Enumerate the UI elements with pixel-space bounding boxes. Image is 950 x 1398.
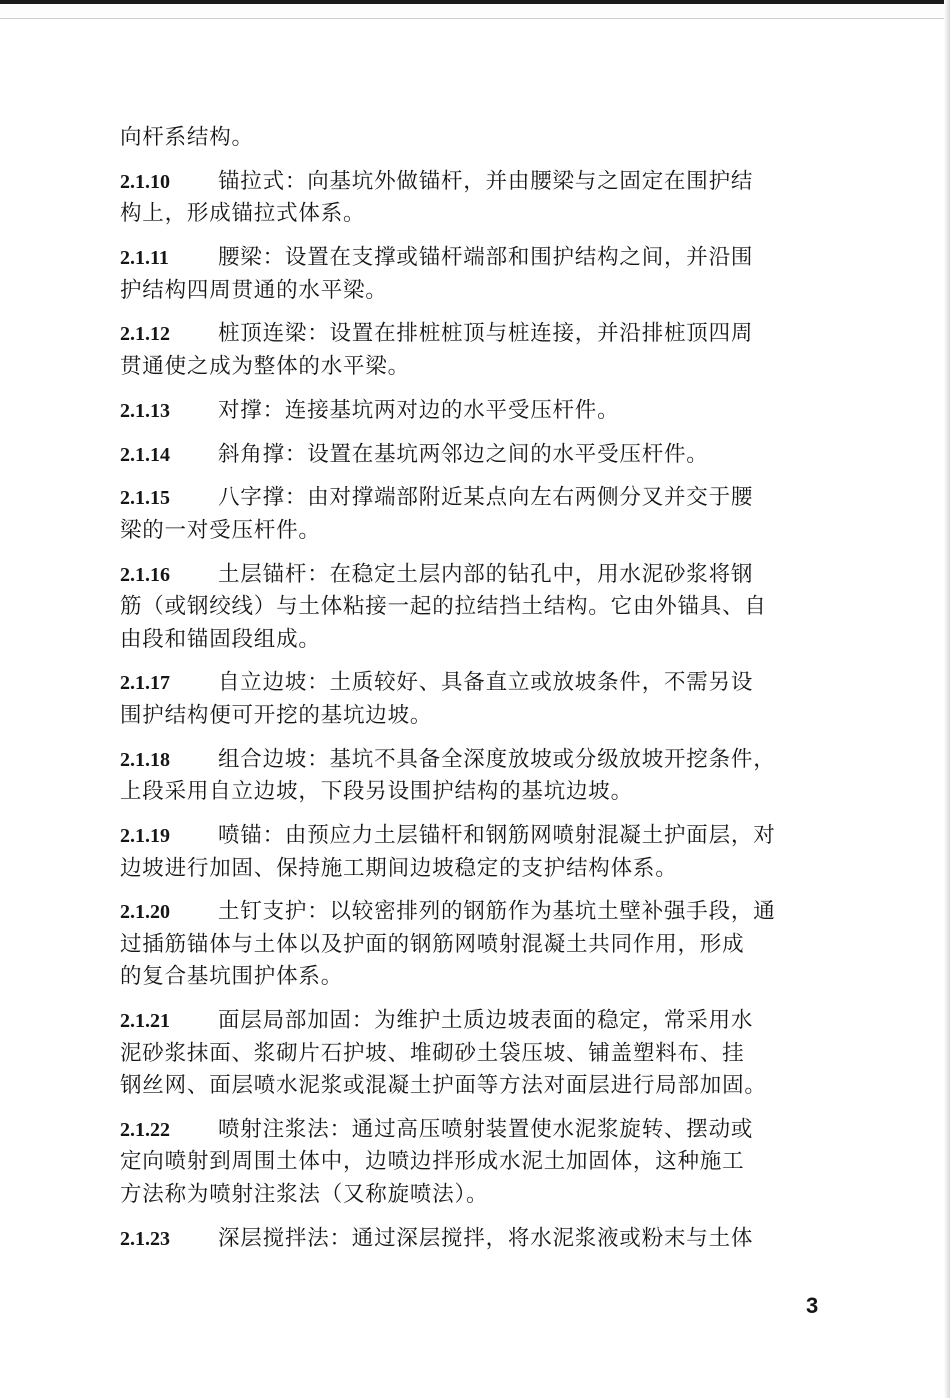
clause-first-line (120, 439, 832, 471)
clause-first-line (120, 559, 832, 591)
clause-first-line (120, 896, 832, 928)
clause-number: 2.1.19 (120, 825, 170, 847)
clause-text: 喷射注浆法：通过高压喷射装置使水泥浆旋转、摆动或 (218, 1116, 754, 1142)
clause-text: 八字撑：由对撑端部附近某点向左右两侧分叉并交于腰 (218, 485, 754, 511)
clause-first-line (120, 1114, 832, 1146)
clause-text: 组合边坡：基坑不具备全深度放坡或分级放坡开挖条件， (218, 746, 776, 772)
clause-first-line (120, 667, 832, 699)
page-number: 3 (806, 1293, 819, 1318)
clause-text: 土钉支护：以较密排列的钢筋作为基坑土壁补强手段，通 (218, 899, 776, 925)
clause-continuation-line: 钢丝网、面层喷水泥浆或混凝土护面等方法对面层进行局部加固。 (120, 1073, 767, 1099)
clause-number: 2.1.17 (120, 672, 170, 695)
clause-text: 桩顶连梁：设置在排桩桩顶与桩连接，并沿排桩顶四周 (218, 321, 754, 347)
clause-text: 自立边坡：土质较好、具备直立或放坡条件，不需另设 (218, 670, 754, 696)
clause-continuation-line: 边坡进行加固、保持施工期间边坡稳定的支护结构体系。 (120, 855, 678, 881)
clause-number: 2.1.20 (120, 901, 170, 924)
clause-continuation-line: 过插筋锚体与土体以及护面的钢筋网喷射混凝土共同作用，形成 (120, 931, 745, 957)
clause-number: 2.1.18 (120, 748, 170, 771)
clause-continuation-line: 上段采用自立边坡，下段另设围护结构的基坑边坡。 (120, 779, 633, 805)
clause-first-line (120, 242, 832, 274)
clause-number: 2.1.12 (120, 323, 170, 346)
clause-continuation-line: 围护结构便可开挖的基坑边坡。 (120, 702, 433, 728)
clause-number: 2.1.22 (120, 1118, 170, 1141)
clause-continuation-line: 由段和锚固段组成。 (120, 626, 321, 652)
scan-edge-right (944, 0, 950, 1398)
clause-continuation-line: 护结构四周贯通的水平梁。 (120, 277, 388, 303)
clause-first-line (120, 318, 832, 350)
clause-first-line (120, 1005, 832, 1037)
clause-first-line (120, 1223, 832, 1255)
clause-continuation-line: 方法称为喷射注浆法（又称旋喷法）。 (120, 1181, 489, 1207)
clause-text: 深层搅拌法：通过深层搅拌，将水泥浆液或粉末与土体 (218, 1225, 754, 1251)
clause-number: 2.1.10 (120, 170, 170, 193)
clause-first-line (120, 744, 832, 776)
clause-text: 腰梁：设置在支撑或锚杆端部和围护结构之间，并沿围 (218, 245, 754, 271)
clause-number: 2.1.13 (120, 399, 170, 422)
clause-number: 2.1.23 (120, 1227, 170, 1250)
clause-text: 面层局部加固：为维护土质边坡表面的稳定，常采用水 (218, 1008, 754, 1034)
clause-number: 2.1.16 (120, 563, 170, 586)
clause-first-line (120, 395, 832, 427)
clause-number: 2.1.15 (120, 487, 170, 510)
clause-number: 2.1.21 (120, 1010, 170, 1033)
clause-continuation-line: 贯通使之成为整体的水平梁。 (120, 353, 410, 379)
clause-first-line (120, 166, 832, 198)
clause-text: 斜角撑：设置在基坑两邻边之间的水平受压杆件。 (218, 441, 709, 467)
continuation-line: 向杆系结构。 (120, 125, 254, 150)
scan-edge (0, 0, 950, 22)
clause-continuation-line: 定向喷射到周围土体中，边喷边拌形成水泥土加固体，这种施工 (120, 1149, 745, 1175)
clause-text: 锚拉式：向基坑外做锚杆，并由腰梁与之固定在围护结 (218, 168, 754, 194)
clause-first-line (120, 820, 832, 852)
clause-continuation-line: 梁的一对受压杆件。 (120, 517, 321, 543)
clause-text: 土层锚杆：在稳定土层内部的钻孔中，用水泥砂浆将钢 (218, 561, 754, 587)
clause-continuation-line: 构上，形成锚拉式体系。 (120, 201, 366, 227)
clause-continuation-line: 泥砂浆抹面、浆砌片石护坡、堆砌砂土袋压坡、铺盖塑料布、挂 (120, 1040, 745, 1066)
clause-continuation-line: 筋（或钢绞线）与土体粘接一起的拉结挡土结构。它由外锚具、自 (120, 594, 767, 620)
clause-first-line (120, 482, 832, 514)
clause-continuation-line: 的复合基坑围护体系。 (120, 964, 344, 990)
clause-text: 对撑：连接基坑两对边的水平受压杆件。 (218, 397, 620, 423)
clause-number: 2.1.11 (120, 247, 169, 270)
clause-text: 喷锚：由预应力土层锚杆和钢筋网喷射混凝土护面层，对 (218, 823, 776, 848)
clause-number: 2.1.14 (120, 443, 170, 466)
